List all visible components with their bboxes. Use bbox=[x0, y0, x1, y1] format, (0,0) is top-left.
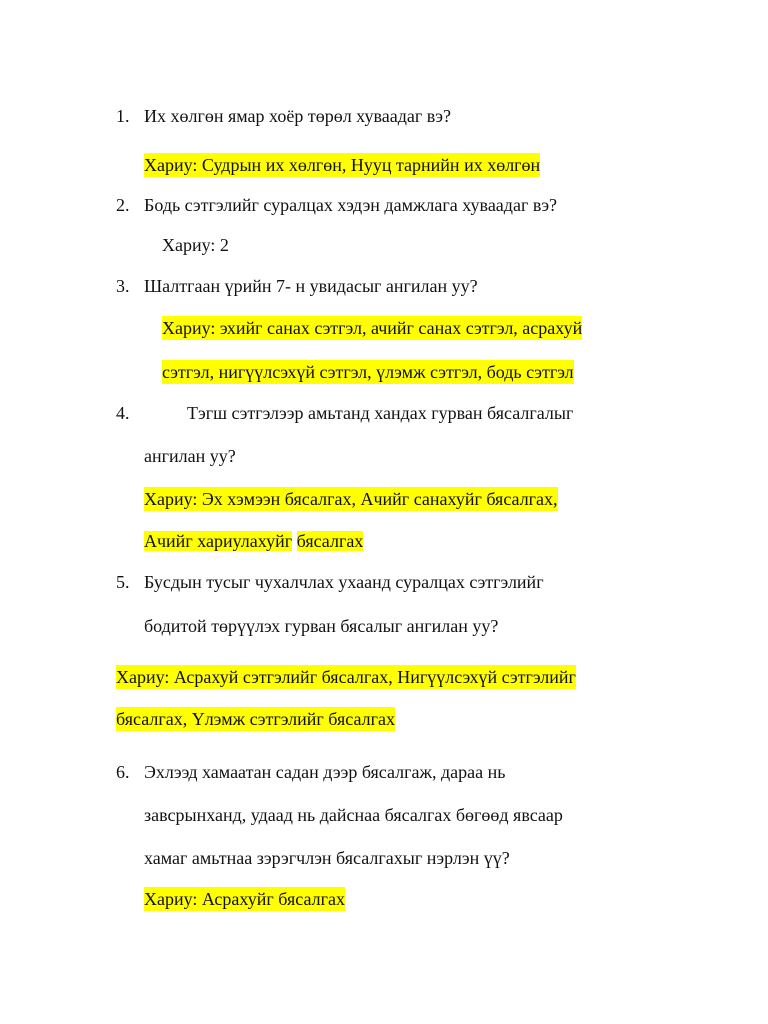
answer-text: Хариу: эхийг санах сэтгэл, ачийг санах сэтгэл, асрахуй bbox=[162, 318, 583, 338]
answer-text: Хариу: Судрын их хөлгөн, Нууц тарнийн их хөлгөн bbox=[144, 155, 541, 175]
question-text: Их хөлгөн ямар хоёр төрөл хуваадаг вэ? bbox=[144, 106, 451, 126]
question-text: Бусдын тусыг чухалчлах ухаанд суралцах сэтгэлийг bbox=[144, 572, 544, 592]
answer-text-tail: бясалгах bbox=[296, 531, 364, 551]
question-text: завсрынханд, удаад нь дайснаа бясалгах бөгөөд явсаар bbox=[144, 805, 563, 825]
answer-text: Хариу: Асрахуйг бясалгах bbox=[144, 889, 345, 909]
answer-text: Ачийг хариулахуйг bbox=[144, 531, 293, 551]
question-text: хамаг амьтнаа зэрэгчлэн бясалгахыг нэрлэн үү? bbox=[144, 848, 510, 868]
answer-text: бясалгах, Үлэмж сэтгэлийг бясалгах bbox=[116, 709, 395, 729]
item-number: 5. bbox=[116, 572, 130, 592]
question-text: Тэгш сэтгэлээр амьтанд хандах гурван бясалгалыг bbox=[187, 403, 574, 423]
question-text: ангилан уу? bbox=[144, 446, 236, 466]
item-number: 1. bbox=[116, 106, 130, 126]
question-text: Бодь сэтгэлийг суралцах хэдэн дамжлага хуваадаг вэ? bbox=[144, 195, 558, 215]
item-number: 3. bbox=[116, 276, 130, 296]
answer-text: сэтгэл, нигүүлсэхүй сэтгэл, үлэмж сэтгэл, бодь сэтгэл bbox=[162, 362, 574, 382]
answer-text: Хариу: Асрахуй сэтгэлийг бясалгах, Нигүүлсэхүй сэтгэлийг bbox=[116, 667, 576, 687]
answer-text-line bbox=[144, 529, 363, 553]
item-number: 6. bbox=[116, 762, 130, 782]
question-text: бодитой төрүүлэх гурван бясалыг ангилан уу? bbox=[144, 616, 499, 636]
answer-text: Хариу: Эх хэмээн бясалгах, Ачийг санахуйг бясалгах, bbox=[144, 489, 558, 509]
item-number: 2. bbox=[116, 195, 130, 215]
question-text: Шалтгаан үрийн 7- н увидасыг ангилан уу? bbox=[144, 276, 478, 296]
item-number: 4. bbox=[116, 403, 130, 423]
answer-text: Хариу: 2 bbox=[162, 235, 229, 255]
question-text: Эхлээд хамаатан садан дээр бясалгаж, дараа нь bbox=[144, 762, 506, 782]
